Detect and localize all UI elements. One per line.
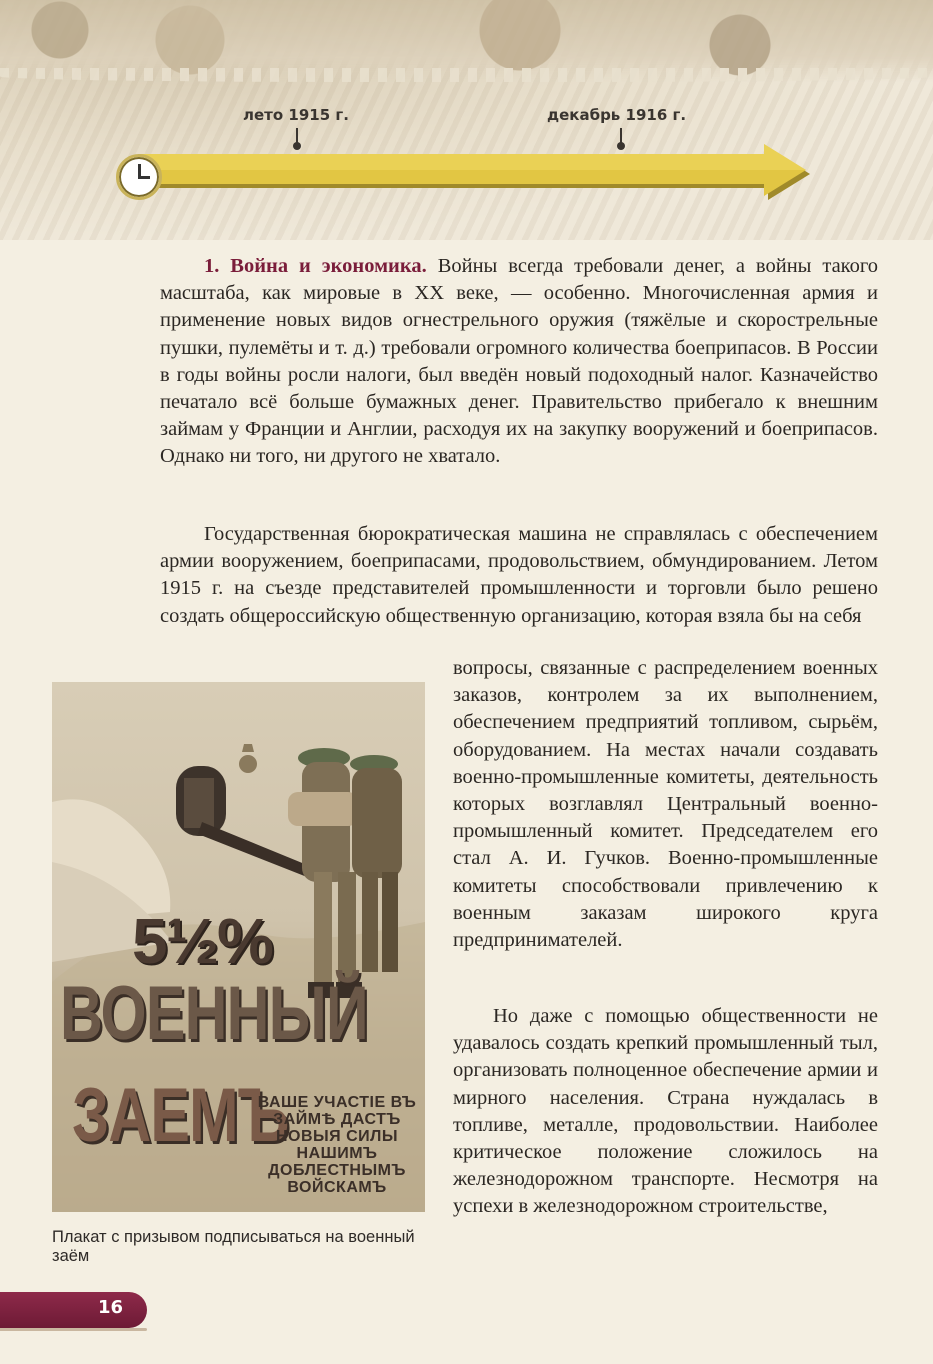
poster-slogan-line: ВАШЕ УЧАСТІЕ ВЪ bbox=[257, 1094, 417, 1111]
timeline-label-summer-1915: лето 1915 г. bbox=[243, 106, 349, 124]
header-collage-image bbox=[0, 0, 933, 82]
poster-slogan-line: ЗАЙМѢ ДАСТЪ bbox=[273, 1111, 401, 1128]
poster-word-military: ВОЕННЫЙ bbox=[60, 971, 368, 1056]
paragraph-1-text: Войны всегда требовали денег, а войны такого масштаба, как мировые в XX веке, — особенно. Многочисленная армия и применение новых видов огнестрельного оружия (тяжёлые и скорострельные пушки, пулемёты и т. д.) требовали огромного количества боеприпасов. В России в годы войны росли налоги, был введён новый подоходный налог. Казначейство печатало всё больше бумажных денег. Правительство прибегало к внешним займам у Франции и Англии, расходуя их на закупку вооружений и боеприпасов. Однако ни того, ни другого не хватало. bbox=[160, 255, 878, 468]
poster-slogan-line: НАШИМЪ bbox=[296, 1145, 378, 1162]
page-number: 16 bbox=[98, 1297, 124, 1318]
poster-percent: 5½% bbox=[132, 905, 272, 977]
poster-word-loan: ЗАЕМЪ bbox=[72, 1073, 289, 1158]
paragraph-2-top: Государственная бюрократическая машина не справлялась с обеспечением армии вооружением, боеприпасами, продовольствием, обмундированием. Летом 1915 г. на съезде представителей промышленности и торговли было решено создать общероссийскую общественную организацию, которая взяла бы на себя bbox=[160, 523, 878, 627]
poster-slogan bbox=[252, 1094, 422, 1196]
poster-slogan-line: НОВЫЯ СИЛЫ bbox=[275, 1128, 399, 1145]
poster-slogan-line: ДОБЛЕСТНЫМЪ bbox=[268, 1162, 406, 1179]
poster-slogan-line: ВОЙСКАМЪ bbox=[287, 1179, 387, 1196]
page-number-tab bbox=[0, 1292, 147, 1328]
clock-icon bbox=[116, 154, 162, 200]
section-heading: 1. Война и экономика. bbox=[204, 255, 427, 277]
timeline-label-december-1916: декабрь 1916 г. bbox=[547, 106, 687, 124]
paragraph-2-side: вопросы, связанные с распределением военных заказов, контролем за их выполнением, обеспечением предприятий топливом, сырьём, оборудованием. На местах начали создавать военно-промышленные комитеты, деятельность которых возглавлял Центральный военно-промышленный комитет. Председателем его стал А. И. Гучков. Военно-промышленные комитеты способствовали привлечению к военным заказам широкого круга предпринимателей. bbox=[453, 657, 878, 952]
timeline bbox=[0, 90, 933, 220]
war-loan-poster-image bbox=[52, 682, 425, 1212]
paragraph-war-and-economy bbox=[160, 253, 878, 471]
poster-caption: Плакат с призывом подписываться на военный заём bbox=[52, 1228, 415, 1265]
timeline-arrow bbox=[118, 140, 818, 210]
paragraph-3: Но даже с помощью общественности не удавалось создать крепкий промышленный тыл, организовать полноценное обеспечение армии и мирного населения. Страна нуждалась в топливе, металле, продовольствии. Наиболее критическое положение сложилось на железнодорожном транспорте. Несмотря на успехи в железнодорожном строительстве, bbox=[453, 1005, 878, 1218]
